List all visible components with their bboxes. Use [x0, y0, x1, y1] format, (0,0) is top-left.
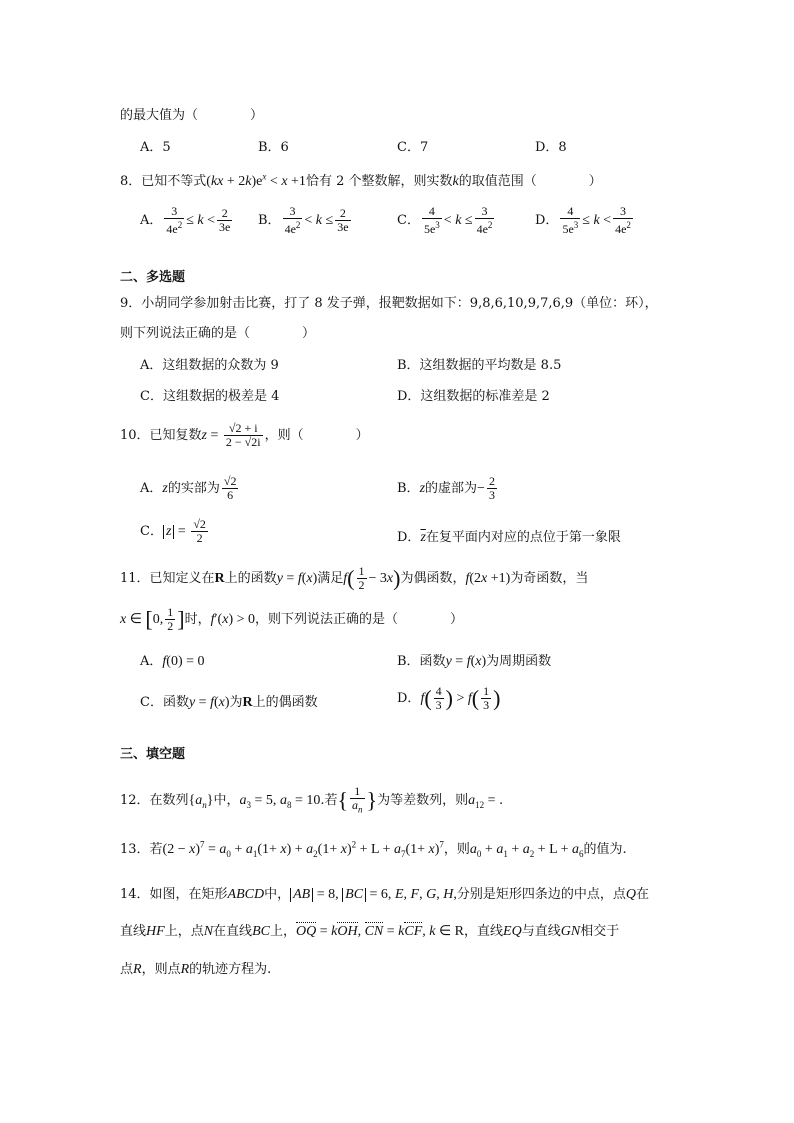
- q9-option-d: D．这组数据的标准差是 2: [397, 389, 550, 404]
- q10-option-d: D．$\overline{z}$在复平面内对应的点位于第一象限: [397, 530, 621, 545]
- q7-option-a: A．5: [140, 140, 171, 155]
- q13-stem: 13．若$(2 - x)^7 = a_0 + a_1(1+ x) + a_2(1+ x)^2 + L + a_7(1+ x)^7$，则$a_0 + a_1 + a_2 + L + a_6$的值为.: [120, 839, 627, 859]
- q9-option-b: B．这组数据的平均数是 8.5: [397, 358, 562, 373]
- q11-option-a: A．f(0) = 0: [140, 654, 205, 669]
- q10-option-b: B．z的虚部为− $\frac{2}{3}$: [397, 474, 495, 502]
- q8-middle: 恰有 2 个整数解，则实数: [305, 174, 453, 189]
- q8-option-d: D． $\frac{4}{5e^3}$ ≤ k < $\frac{3}{4e^2}$: [535, 204, 631, 236]
- q8-inequality: $(kx + 2k)e^x < x +1$: [206, 171, 306, 189]
- q11-option-d: D．f( $\frac{4}{3}$ ) > f( $\frac{1}{3}$ ): [397, 684, 501, 712]
- q8-var-k: k: [452, 174, 459, 189]
- q8-suffix: 的取值范围（ ）: [458, 174, 602, 189]
- section-title-fill-in: 三、填空题: [120, 747, 186, 762]
- q9-option-c: C．这组数据的极差是 4: [140, 389, 280, 404]
- q10-option-c: C． z = $\frac{√2}{2}$: [140, 517, 206, 545]
- q8-stem: [120, 170, 602, 190]
- q14-line1: 14．如图，在矩形ABCD中， AB = 8, BC = 6, E, F, G, H,分别是矩形四条边的中点，点Q在: [120, 887, 649, 902]
- q8-option-c: C． $\frac{4}{5e^3}$ < k ≤ $\frac{3}{4e^2}$: [397, 204, 493, 236]
- q8-option-b: B． $\frac{3}{4e^2}$ < k ≤ $\frac{2}{3e}$: [258, 204, 349, 236]
- q7-option-c: C．7: [397, 140, 429, 155]
- q14-line3: 点R，则点R的轨迹方程为.: [120, 962, 272, 977]
- q9-line1: 9．小胡同学参加射击比赛，打了 8 发子弹，报靶数据如下：9,8,6,10,9,7,6,9（单位：环），: [120, 296, 658, 311]
- q14-line2: 直线HF上，点N在直线BC上，OQ = kOH, CN = kCF, k ∈ R，直线EQ与直线GN相交于: [120, 924, 620, 939]
- q12-stem: 12．在数列$\{a_n\}$中，$a_3 = 5$, $a_8 = 10$.若{ $\frac{1}{a_n}$ }为等差数列，则$a_{12}$ = .: [120, 784, 504, 815]
- q8-option-a: A． $\frac{3}{4e^2}$ ≤ k < $\frac{2}{3e}$: [140, 204, 231, 236]
- q7-option-d: D．8: [535, 140, 567, 155]
- q11-stem-line1: 11．已知定义在R上的函数y = f(x)满足f( $\frac{1}{2}$ − 3x)为偶函数，f(2x +1)为奇函数，当: [120, 564, 589, 592]
- q7-option-b: B．6: [258, 140, 289, 155]
- q8-prefix: 8．已知不等式: [120, 174, 207, 189]
- q9-line2: 则下列说法正确的是（ ）: [120, 326, 316, 341]
- section-title-multiple-choice: 二、多选题: [120, 270, 186, 285]
- q11-option-b: B．函数y = f(x)为周期函数: [397, 654, 552, 669]
- q11-stem-line2: x ∈ [0, $\frac{1}{2}$ ]时，f′(x) > 0，则下列说法正确的是（ ）: [120, 605, 464, 633]
- q10-option-a: A．z的实部为 $\frac{√2}{6}$: [140, 474, 237, 502]
- q10-stem: 10．已知复数z = $\frac{√2 + i}{2 - √2i}$ ，则（ ）: [120, 421, 369, 449]
- q9-option-a: A．这组数据的众数为 9: [140, 358, 279, 373]
- q11-option-c: C．函数y = f(x)为R上的偶函数: [140, 695, 318, 710]
- q7-tail: 的最大值为（ ）: [120, 108, 264, 123]
